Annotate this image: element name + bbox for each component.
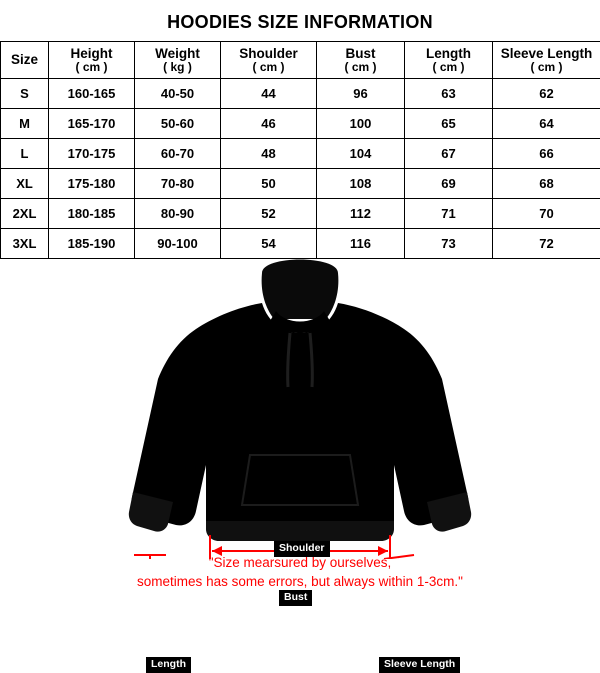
column-header-weight-label: Weight [155,46,200,61]
column-header-height-label: Height [71,46,113,61]
cell-length: 71 [405,199,493,229]
column-header-bust-label: Bust [346,46,376,61]
cell-length: 67 [405,139,493,169]
length-measure-label: Length [146,657,191,673]
column-header-bust [317,42,405,79]
cell-bust: 96 [317,79,405,109]
column-header-height [49,42,135,79]
cell-weight: 40-50 [135,79,221,109]
size-table [0,41,600,259]
column-header-size-label: Size [11,52,38,67]
cell-bust: 116 [317,229,405,259]
column-header-weight-unit: ( kg ) [135,61,220,74]
cell-length: 63 [405,79,493,109]
page-title: HOODIES SIZE INFORMATION [0,0,600,41]
cell-weight: 90-100 [135,229,221,259]
cell-weight: 50-60 [135,109,221,139]
cell-sleeve-length: 72 [493,229,600,259]
column-header-sleeve-length-label: Sleeve Length [501,46,593,61]
cell-bust: 100 [317,109,405,139]
cell-bust: 108 [317,169,405,199]
cell-length: 73 [405,229,493,259]
hoodie-diagram [0,259,600,559]
cell-size: 2XL [1,199,49,229]
cell-height: 170-175 [49,139,135,169]
cell-sleeve-length: 68 [493,169,600,199]
column-header-height-unit: ( cm ) [49,61,134,74]
cell-weight: 80-90 [135,199,221,229]
column-header-length-unit: ( cm ) [405,61,492,74]
cell-sleeve-length: 64 [493,109,600,139]
cell-shoulder: 48 [221,139,317,169]
cell-height: 180-185 [49,199,135,229]
cell-size: M [1,109,49,139]
column-header-shoulder-unit: ( cm ) [221,61,316,74]
cell-height: 185-190 [49,229,135,259]
column-header-shoulder-label: Shoulder [239,46,298,61]
disclaimer-line-1: "Size mearsured by ourselves, [0,553,600,573]
bust-measure-label: Bust [279,590,312,606]
cell-size: S [1,79,49,109]
table-row [1,79,600,109]
disclaimer [0,553,600,592]
cell-height: 165-170 [49,109,135,139]
table-row [1,199,600,229]
column-header-sleeve-length [493,42,600,79]
table-header-row [1,42,600,79]
cell-shoulder: 46 [221,109,317,139]
cell-sleeve-length: 66 [493,139,600,169]
cell-length: 65 [405,109,493,139]
table-row [1,229,600,259]
column-header-size [1,42,49,79]
column-header-bust-unit: ( cm ) [317,61,404,74]
cell-shoulder: 54 [221,229,317,259]
column-header-weight [135,42,221,79]
cell-height: 175-180 [49,169,135,199]
sleeve-length-measure-label: Sleeve Length [379,657,460,673]
column-header-length [405,42,493,79]
cell-sleeve-length: 62 [493,79,600,109]
cell-shoulder: 44 [221,79,317,109]
cell-height: 160-165 [49,79,135,109]
table-body [1,79,600,259]
hoodie-illustration [0,259,600,559]
cell-weight: 70-80 [135,169,221,199]
column-header-sleeve-length-unit: ( cm ) [493,61,600,74]
table-row [1,169,600,199]
table-row [1,109,600,139]
column-header-length-label: Length [426,46,471,61]
cell-bust: 112 [317,199,405,229]
disclaimer-line-2: sometimes has some errors, but always within 1-3cm." [0,572,600,592]
table-header [1,42,600,79]
cell-shoulder: 52 [221,199,317,229]
shoulder-measure-label: Shoulder [274,541,330,557]
cell-size: L [1,139,49,169]
cell-size: 3XL [1,229,49,259]
cell-bust: 104 [317,139,405,169]
cell-shoulder: 50 [221,169,317,199]
column-header-shoulder [221,42,317,79]
cell-sleeve-length: 70 [493,199,600,229]
table-row [1,139,600,169]
cell-weight: 60-70 [135,139,221,169]
cell-length: 69 [405,169,493,199]
cell-size: XL [1,169,49,199]
